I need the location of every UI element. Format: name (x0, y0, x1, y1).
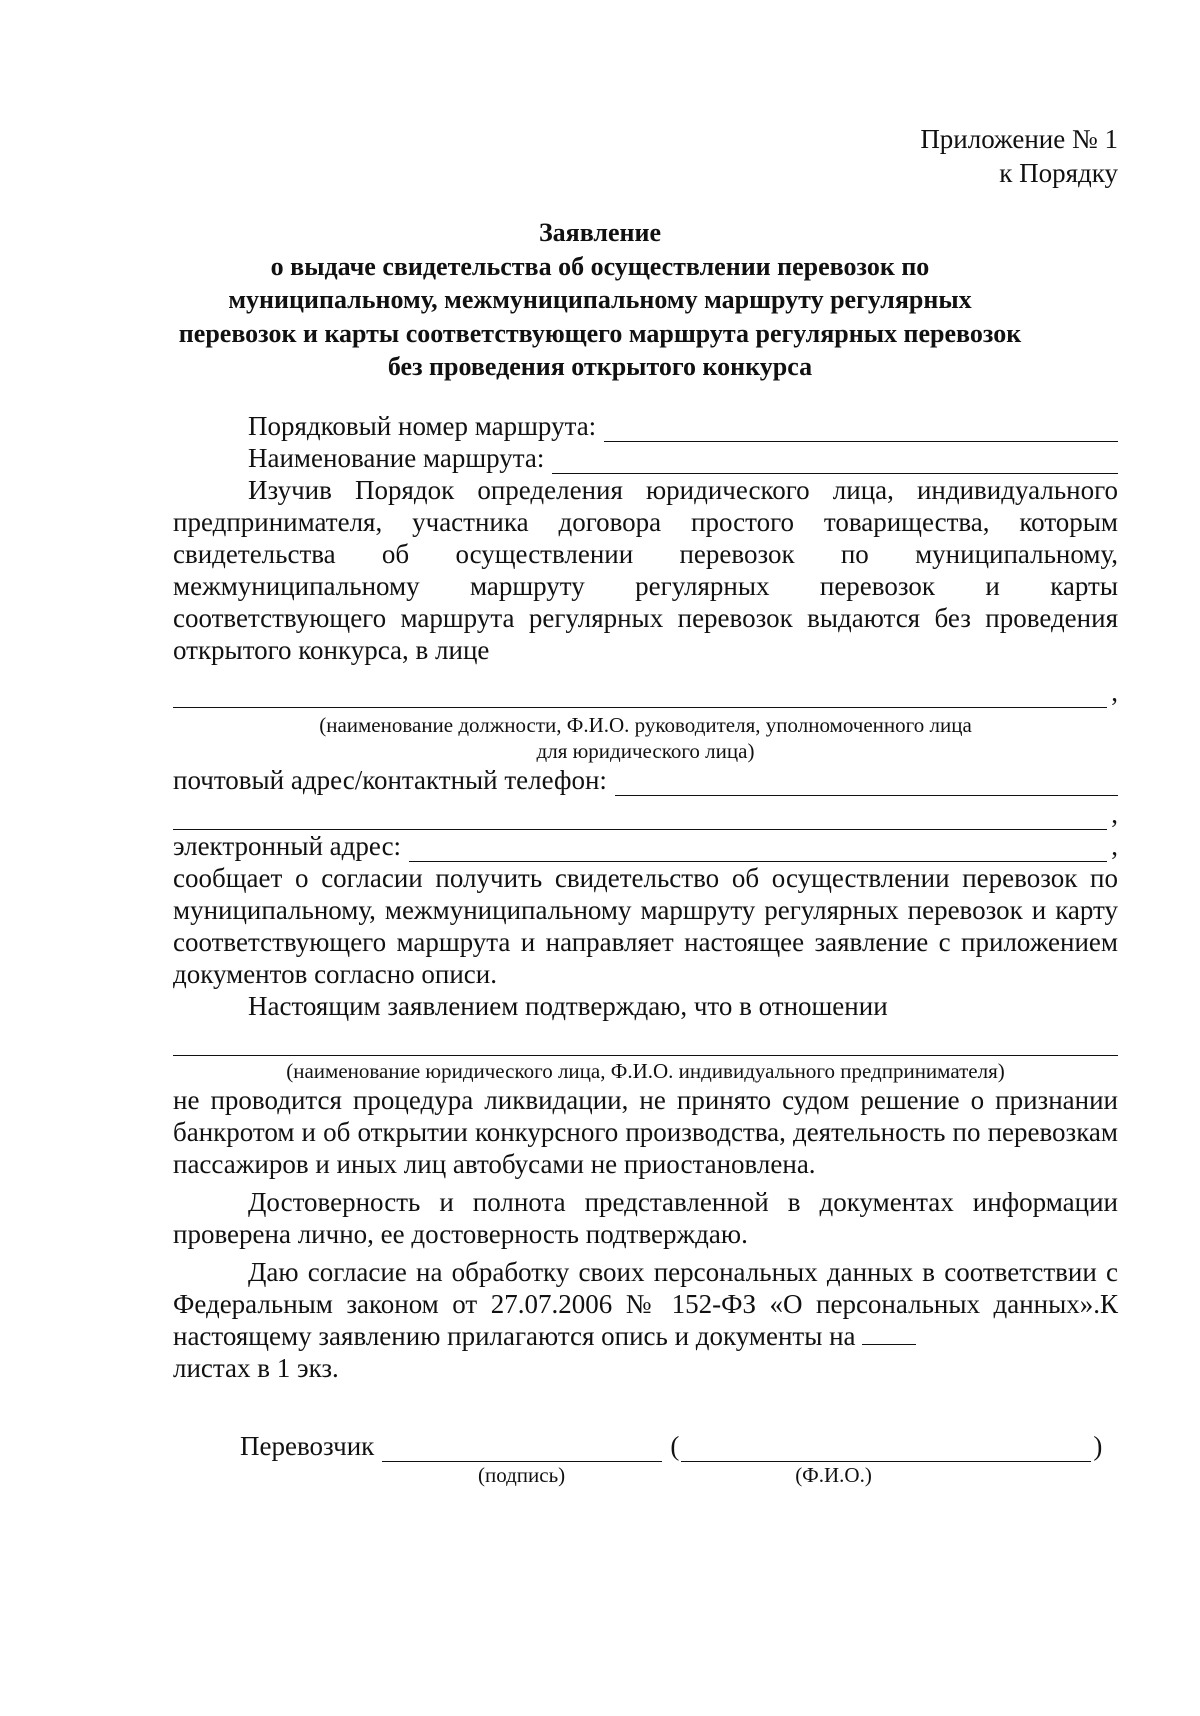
representative-caption (173, 712, 1118, 764)
signature-captions (240, 1462, 1120, 1488)
route-name-label: Наименование маршрута: (248, 443, 545, 473)
signature-block (240, 1428, 1120, 1488)
reliability-paragraph: Достоверность и полнота представленной в документах информации проверена лично, ее достоверность подтверждаю. (173, 1187, 1118, 1249)
email-row (173, 830, 1118, 862)
fullname-line[interactable] (681, 1437, 1091, 1462)
postal-row (173, 764, 1118, 796)
email-label: электронный адрес: (173, 831, 402, 861)
title-line-5: без проведения открытого конкурса (387, 352, 813, 381)
entity-caption: (наименование юридического лица, Ф.И.О. индивидуального предпринимателя) (286, 1059, 1005, 1083)
route-number-row (173, 410, 1118, 442)
route-name-row (173, 442, 1118, 474)
consent-paragraph: сообщает о согласии получить свидетельство об осуществлении перевозок по муниципальному, межмуниципальному маршруту регулярных перевозок и карту соответствующего маршрута и направляет настоящее заявление с приложением документов согласно описи. (173, 863, 1118, 989)
personal-data-paragraph (173, 1256, 1118, 1352)
appendix-reference: к Порядку (999, 158, 1118, 188)
route-name-line[interactable] (552, 449, 1118, 474)
intro-paragraph: Изучив Порядок определения юридического лица, индивидуального предпринимателя, участника договора простого товарищества, которым свидетельства об осуществлении перевозок по муниципальному, межмуниципальному маршруту регулярных перевозок и карты соответствующего маршрута регулярных перевозок выдаются без проведения открытого конкурса, в лице (173, 475, 1118, 665)
comma: , (1111, 799, 1118, 829)
postal-line[interactable] (615, 771, 1118, 796)
representative-line[interactable] (173, 683, 1107, 708)
signature-line[interactable] (382, 1437, 662, 1462)
route-number-label: Порядковый номер маршрута: (248, 411, 597, 441)
signature-row (240, 1428, 1120, 1462)
open-paren: ( (670, 1431, 680, 1461)
carrier-label: Перевозчик (240, 1431, 375, 1461)
postal-row-2 (173, 796, 1118, 830)
document-body (173, 410, 1118, 1384)
email-line[interactable] (409, 837, 1107, 862)
caption-line-2: для юридического лица) (536, 739, 755, 763)
confirm-line: Настоящим заявлением подтверждаю, что в отношении (248, 991, 888, 1021)
caption-line-1: (наименование должности, Ф.И.О. руководителя, уполномоченного лица (319, 713, 972, 737)
entity-row (173, 1022, 1118, 1056)
title-line-4: перевозок и карты соответствующего маршрута регулярных перевозок (178, 318, 1022, 348)
liquidation-paragraph: не проводится процедура ликвидации, не принято судом решение о признании банкротом и об открытии конкурсного производства, деятельность по перевозкам пассажиров и иных лиц автобусами не приостановлена. (173, 1085, 1118, 1179)
close-paren: ) (1093, 1431, 1103, 1461)
comma: , (1111, 831, 1118, 861)
postal-label: почтовый адрес/контактный телефон: (173, 765, 607, 795)
personal-data-text: Даю согласие на обработку своих персональных данных в соответствии с Федеральным законом от 27.07.2006 № 152-ФЗ «О персональных данных».К настоящему заявлению прилагаются опись и документы на (173, 1257, 1118, 1351)
route-number-line[interactable] (604, 417, 1118, 442)
representative-row (173, 674, 1118, 708)
fullname-caption: (Ф.И.О.) (795, 1463, 872, 1487)
document-title (150, 216, 1050, 384)
signature-caption: (подпись) (478, 1463, 566, 1487)
sheets-line: листах в 1 экз. (173, 1353, 339, 1383)
title-line-3: муниципальному, межмуниципальному маршруту регулярных (228, 285, 972, 314)
entity-line[interactable] (173, 1031, 1118, 1056)
title-line-1: Заявление (538, 218, 662, 247)
postal-line-2[interactable] (173, 805, 1107, 830)
appendix-header (920, 122, 1118, 190)
title-line-2: о выдаче свидетельства об осуществлении перевозок по (270, 251, 930, 281)
appendix-number: Приложение № 1 (920, 124, 1118, 154)
sheets-count-line[interactable] (862, 1324, 916, 1345)
comma: , (1111, 677, 1118, 707)
